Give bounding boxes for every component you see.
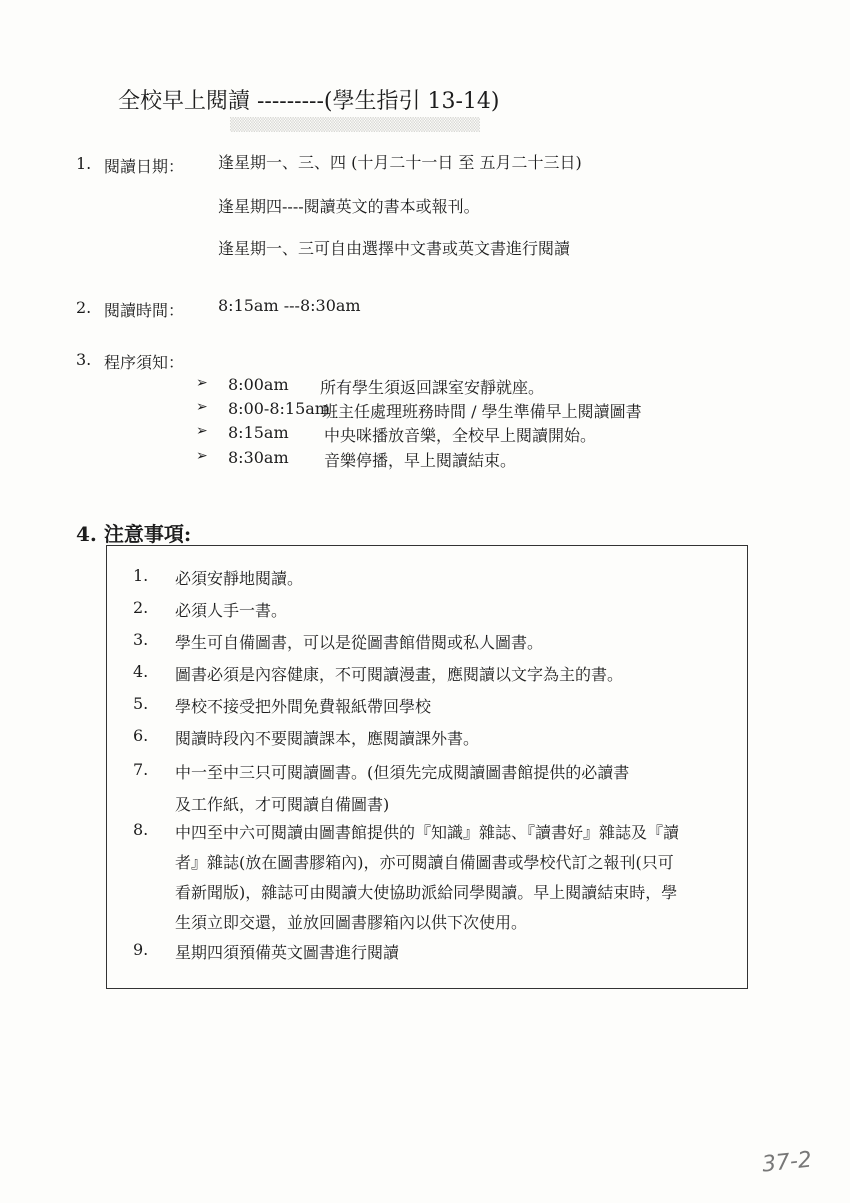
note-text: 學生可自備圖書，可以是從圖書館借閱或私人圖書。 [175,633,544,652]
arrow-bullet-icon: ➢ [196,448,208,464]
mon-wed-rule: 逢星期一、三可自由選擇中文書或英文書進行閱讀 [218,239,571,258]
notes-box [106,545,748,989]
note-text: 必須人手一書。 [175,601,288,620]
thursday-rule: 逢星期四----閱讀英文的書本或報刊。 [218,197,480,216]
reading-days: 逢星期一、三、四 (十月二十一日 至 五月二十三日) [218,153,582,172]
section-3-label: 程序須知： [104,353,185,372]
note-number: 3. [133,630,149,649]
note-text: 中四至中六可閱讀由圖書館提供的『知識』雜誌、『讀書好』雜誌及『讀 [175,823,680,842]
note-text-continued: 生須立即交還，並放回圖書膠箱內以供下次使用。 [175,913,528,932]
section-2-number: 2. [76,298,92,317]
note-text: 中一至中三只可閱讀圖書。(但須先完成閱讀圖書館提供的必讀書 [175,763,630,782]
bleed-through: ▒▒▒▒▒▒▒▒▒▒▒▒▒▒▒▒▒▒▒▒▒▒▒▒▒ [230,118,480,133]
note-text-continued: 看新聞版)，雜誌可由閱讀大使協助派給同學閱讀。早上閱讀結束時，學 [175,883,678,902]
note-number: 9. [133,940,149,959]
note-text: 閱讀時段內不要閱讀課本，應閱讀課外書。 [175,729,480,748]
procedure-time: 8:00am [228,375,289,394]
page-title: 全校早上閱讀 ---------(學生指引 13-14) [118,89,500,114]
arrow-bullet-icon: ➢ [196,399,208,415]
note-text: 必須安靜地閱讀。 [175,569,304,588]
procedure-time: 8:15am [228,423,289,442]
procedure-desc: 中央咪播放音樂，全校早上閱讀開始。 [324,426,597,445]
note-text-continued: 者』雜誌(放在圖書膠箱內)，亦可閱讀自備圖書或學校代訂之報刊(只可 [175,853,674,872]
note-number: 4. [133,662,149,681]
note-number: 5. [133,694,149,713]
section-3-number: 3. [76,350,92,369]
reading-time: 8:15am ---8:30am [218,296,361,315]
arrow-bullet-icon: ➢ [196,375,208,391]
procedure-desc: 班主任處理班務時間 / 學生準備早上閱讀圖書 [322,402,642,421]
procedure-desc: 音樂停播，早上閱讀結束。 [324,451,517,470]
note-text: 星期四須預備英文圖書進行閱讀 [175,943,400,962]
section-1-number: 1. [76,154,92,173]
note-number: 6. [133,726,149,745]
procedure-desc: 所有學生須返回課室安靜就座。 [320,378,545,397]
note-number: 8. [133,820,149,839]
note-text-continued: 及工作紙，才可閱讀自備圖書) [175,795,390,814]
note-text: 圖書必須是內容健康，不可閱讀漫畫，應閱讀以文字為主的書。 [175,665,624,684]
procedure-time: 8:30am [228,448,289,467]
section-2-label: 閱讀時間： [104,301,185,320]
procedure-time: 8:00-8:15am [228,399,330,418]
handwritten-page-note: 37-2 [760,1147,814,1178]
note-number: 1. [133,566,149,585]
note-text: 學校不接受把外間免費報紙帶回學校 [175,697,432,716]
note-number: 2. [133,598,149,617]
arrow-bullet-icon: ➢ [196,423,208,439]
notes-heading: 4. 注意事項: [76,522,192,546]
section-1-label: 閱讀日期： [104,157,185,176]
note-number: 7. [133,760,149,779]
